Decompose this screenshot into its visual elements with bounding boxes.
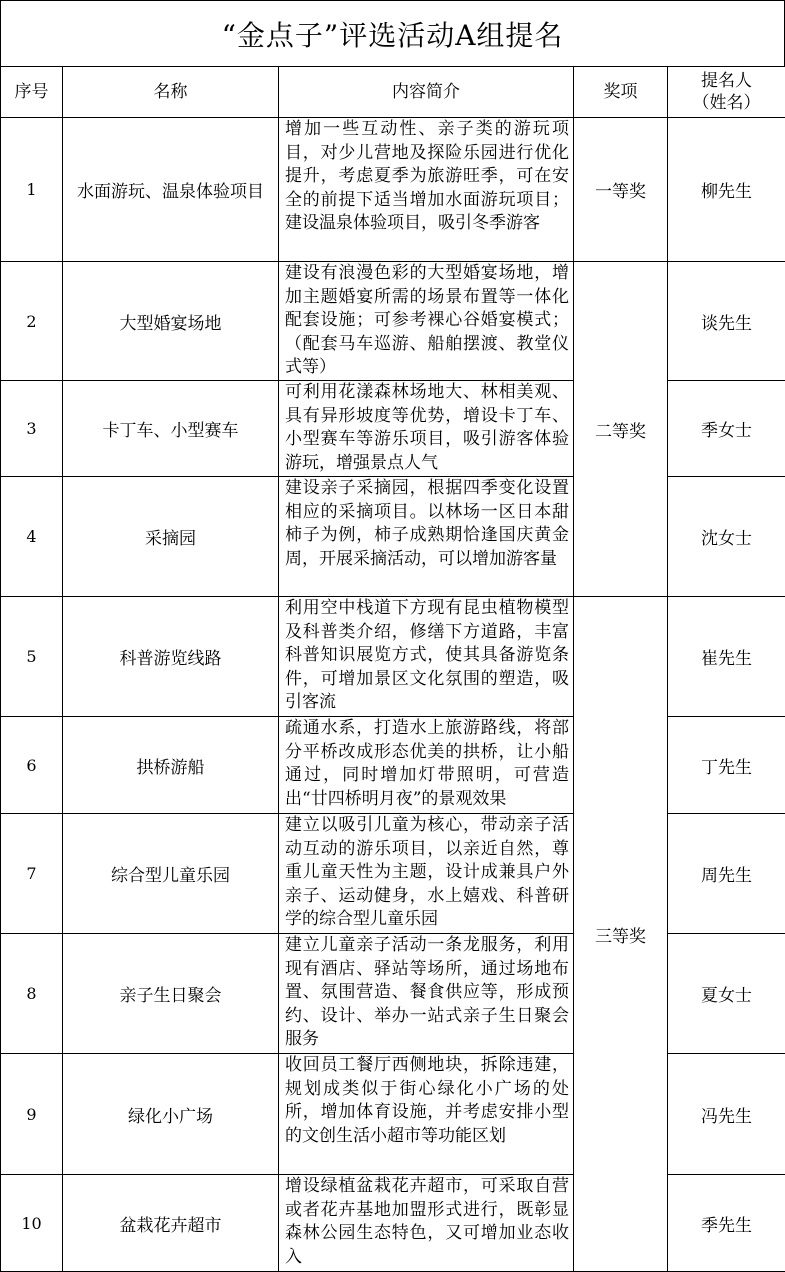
row-desc: 可利用花漾森林场地大、林相美观、具有异形坡度等优势，增设卡丁车、小型赛车等游乐项目，吸引游客体验游玩，增强景点人气 [279,381,574,477]
row-index: 9 [1,1054,63,1175]
page-title: “金点子”评选活动A组提名 [0,0,785,66]
table-row [1,262,785,381]
row-index: 10 [1,1175,63,1272]
table-row [1,118,785,262]
table-row [1,814,785,934]
row-index: 4 [1,477,63,597]
row-desc: 增加一些互动性、亲子类的游玩项目，对少儿营地及探险乐园进行优化提升，考虑夏季为旅游旺季，可在安全的前提下适当增加水面游玩项目；建设温泉体验项目，吸引冬季游客 [279,118,574,262]
table-row [1,1054,785,1175]
table-row [1,381,785,477]
row-desc: 建立以吸引儿童为核心，带动亲子活动互动的游乐项目，以亲近自然，尊重儿童天性为主题，设计成兼具户外亲子、运动健身，水上嬉戏、科普研学的综合型儿童乐园 [279,814,574,934]
header-award: 奖项 [574,67,668,118]
row-nominee: 冯先生 [668,1054,785,1175]
row-name: 绿化小广场 [63,1054,279,1175]
table-header-row [1,67,785,118]
table-row [1,934,785,1054]
row-name: 科普游览线路 [63,597,279,717]
row-nominee: 夏女士 [668,934,785,1054]
row-index: 5 [1,597,63,717]
table-row [1,1175,785,1272]
row-nominee: 季女士 [668,381,785,477]
header-index: 序号 [1,67,63,118]
row-name: 大型婚宴场地 [63,262,279,381]
row-desc: 利用空中栈道下方现有昆虫植物模型及科普类介绍，修缮下方道路，丰富科普知识展览方式，使其具备游览条件，可增加景区文化氛围的塑造，吸引客流 [279,597,574,717]
row-desc: 建设有浪漫色彩的大型婚宴场地，增加主题婚宴所需的场景布置等一体化配套设施；可参考裸心谷婚宴模式；（配套马车巡游、船舶摆渡、教堂仪式等） [279,262,574,381]
row-name: 盆栽花卉超市 [63,1175,279,1272]
row-nominee: 周先生 [668,814,785,934]
row-nominee: 崔先生 [668,597,785,717]
row-desc: 收回员工餐厅西侧地块，拆除违建，规划成类似于街心绿化小广场的处所，增加体育设施，并考虑安排小型的文创生活小超市等功能区划 [279,1054,574,1175]
award-second: 二等奖 [574,262,668,597]
table-row [1,597,785,717]
row-name: 亲子生日聚会 [63,934,279,1054]
header-nominee: 提名人 （姓名） [668,67,785,118]
row-desc: 增设绿植盆栽花卉超市，可采取自营或者花卉基地加盟形式进行，既彰显森林公园生态特色，又可增加业态收入 [279,1175,574,1272]
row-desc: 建立儿童亲子活动一条龙服务，利用现有酒店、驿站等场所，通过场地布置、氛围营造、餐食供应等，形成预约、设计、举办一站式亲子生日聚会服务 [279,934,574,1054]
header-desc: 内容简介 [279,67,574,118]
header-name: 名称 [63,67,279,118]
row-index: 2 [1,262,63,381]
row-nominee: 丁先生 [668,717,785,814]
row-name: 采摘园 [63,477,279,597]
row-desc: 建设亲子采摘园，根据四季变化设置相应的采摘项目。以林场一区日本甜柿子为例，柿子成熟期恰逢国庆黄金周，开展采摘活动，可以增加游客量 [279,477,574,597]
row-index: 7 [1,814,63,934]
row-index: 6 [1,717,63,814]
row-name: 卡丁车、小型赛车 [63,381,279,477]
table-row [1,717,785,814]
row-nominee: 沈女士 [668,477,785,597]
row-index: 8 [1,934,63,1054]
row-desc: 疏通水系，打造水上旅游路线，将部分平桥改成形态优美的拱桥，让小船通过，同时增加灯带照明，可营造出“廿四桥明月夜”的景观效果 [279,717,574,814]
row-name: 综合型儿童乐园 [63,814,279,934]
nomination-table [0,66,785,1272]
row-index: 1 [1,118,63,262]
row-nominee: 季先生 [668,1175,785,1272]
award-third: 三等奖 [574,597,668,1272]
row-nominee: 柳先生 [668,118,785,262]
row-name: 水面游玩、温泉体验项目 [63,118,279,262]
row-name: 拱桥游船 [63,717,279,814]
award-first: 一等奖 [574,118,668,262]
table-row [1,477,785,597]
row-index: 3 [1,381,63,477]
row-nominee: 谈先生 [668,262,785,381]
